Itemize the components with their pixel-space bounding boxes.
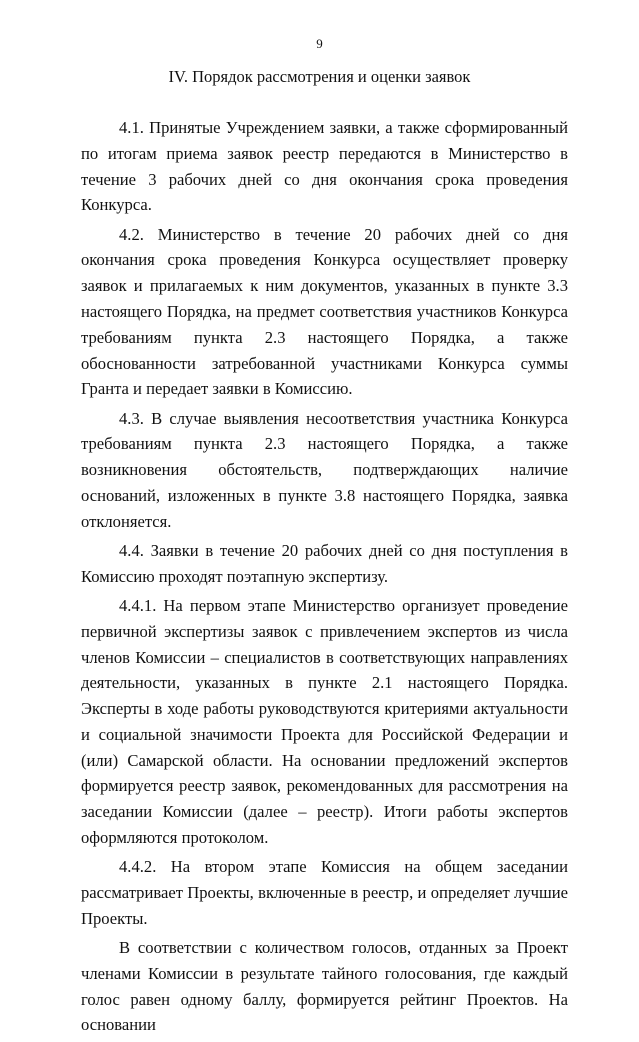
section-title: IV. Порядок рассмотрения и оценки заявок	[168, 67, 471, 86]
paragraph-4-1: 4.1. Принятые Учреждением заявки, а также сформированный по итогам приема заявок реестр передаются в Министерство в течение 3 рабочих дней со дня окончания срока проведения Конкурса.	[81, 118, 568, 215]
document-body	[81, 115, 568, 1042]
paragraph-4-4-1: 4.4.1. На первом этапе Министерство организует проведение первичной экспертизы заявок с привлечением экспертов из числа членов Комиссии – специалистов в соответствующих направлениях деятельности, указанных в пункте 2.1 настоящего Порядка. Эксперты в ходе работы руководствуются критериями актуальности и социальной значимости Проекта для Российской Федерации и (или) Самарской области. На основании предложений экспертов формируется реестр заявок, рекомендованных для рассмотрения на заседании Комиссии (далее – реестр). Итоги работы экспертов оформляются протоколом.	[81, 595, 568, 848]
paragraph-4-3: 4.3. В случае выявления несоответствия участника Конкурса требованиям пункта 2.3 настоящего Порядка, а также возникновения обстоятельств, подтверждающих наличие оснований, изложенных в пункте 3.8 настоящего Порядка, заявка отклоняется.	[81, 408, 568, 531]
paragraph-4-2: 4.2. Министерство в течение 20 рабочих дней со дня окончания срока проведения Конкурса осуществляет проверку заявок и прилагаемых к ним документов, указанных в пункте 3.3 настоящего Порядка, на предмет соответствия участников Конкурса требованиям пункта 2.3 настоящего Порядка, а также обоснованности затребованной участниками Конкурса суммы Гранта и передает заявки в Комиссию.	[81, 224, 568, 399]
page-number: 9	[316, 36, 323, 51]
paragraph-4-4: 4.4. Заявки в течение 20 рабочих дней со дня поступления в Комиссию проходят поэтапную экспертизу.	[81, 540, 568, 586]
paragraph-4-4-2: 4.4.2. На втором этапе Комиссия на общем заседании рассматривает Проекты, включенные в реестр, и определяет лучшие Проекты.	[81, 857, 568, 928]
paragraph-rating: В соответствии с количеством голосов, отданных за Проект членами Комиссии в результате тайного голосования, где каждый голос равен одному баллу, формируется рейтинг Проектов. На основании	[81, 938, 568, 1035]
